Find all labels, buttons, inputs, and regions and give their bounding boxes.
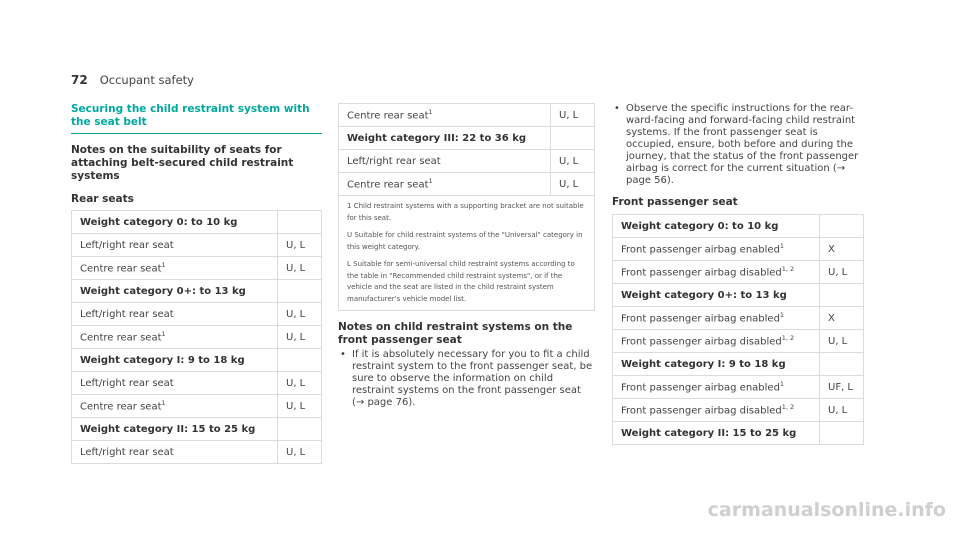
weight-category-row bbox=[72, 349, 322, 372]
suitability-value bbox=[278, 418, 322, 441]
page-header bbox=[71, 73, 194, 87]
footnote-ref: 1 bbox=[161, 399, 166, 408]
weight-category-row bbox=[613, 422, 864, 445]
weight-category-row bbox=[339, 127, 595, 150]
seat-label bbox=[72, 234, 278, 257]
cell-text: Centre rear seat bbox=[80, 332, 162, 344]
page-number: 72 bbox=[71, 73, 88, 87]
weight-category-row bbox=[613, 353, 864, 376]
rear-seats-heading: Rear seats bbox=[71, 193, 134, 205]
footnote-ref: 1 bbox=[779, 242, 785, 251]
cell-text: Weight category 0+: to 13 kg bbox=[621, 289, 787, 301]
watermark-logo: carmanualsonline.info bbox=[707, 499, 946, 521]
table-row bbox=[339, 173, 595, 196]
cell-text: Centre rear seat bbox=[347, 179, 429, 191]
front-passenger-notes-heading: Notes on child restraint systems on the front passenger seat bbox=[338, 321, 573, 346]
cell-text: Weight category I: 9 to 18 kg bbox=[621, 358, 786, 370]
table-row bbox=[613, 376, 864, 399]
table-row bbox=[72, 303, 322, 326]
section-title: Securing the child restraint system with the seat belt bbox=[71, 103, 322, 134]
suitability-value: U, L bbox=[820, 261, 864, 284]
category-label bbox=[72, 349, 278, 372]
subsection-title: Notes on the suitability of seats for attaching belt-secured child restraint systems bbox=[71, 144, 294, 182]
suitability-value: U, L bbox=[278, 303, 322, 326]
suitability-value bbox=[278, 349, 322, 372]
rear-seats-table-continued bbox=[338, 103, 595, 311]
section-name: Occupant safety bbox=[99, 73, 194, 87]
cell-text: Front passenger airbag enabled bbox=[621, 313, 780, 325]
seat-label bbox=[613, 399, 820, 422]
bullet-text: If it is absolutely necessary for you to fit a child restraint system to the front passenger seat, be sure to observe the information on child restraint systems on the front passenger seat (→ page 76). bbox=[352, 349, 593, 408]
table-notes bbox=[339, 196, 595, 311]
suitability-value bbox=[820, 353, 864, 376]
table-row bbox=[72, 234, 322, 257]
seat-label bbox=[613, 261, 820, 284]
suitability-value: UF, L bbox=[820, 376, 864, 399]
table-row bbox=[613, 261, 864, 284]
footnote-ref: 1, 2 bbox=[781, 334, 795, 343]
note: U Suitable for child restraint systems of the "Universal" category in this weight category. bbox=[347, 231, 583, 251]
suitability-value bbox=[551, 127, 595, 150]
column-2 bbox=[338, 103, 595, 409]
suitability-value bbox=[278, 211, 322, 234]
weight-category-row bbox=[72, 211, 322, 234]
cell-text: Weight category II: 15 to 25 kg bbox=[621, 427, 797, 439]
category-label bbox=[613, 284, 820, 307]
suitability-value: U, L bbox=[820, 330, 864, 353]
table-row bbox=[72, 441, 322, 464]
table-row bbox=[339, 104, 595, 127]
cell-text: Centre rear seat bbox=[347, 110, 429, 122]
table-row bbox=[72, 395, 322, 418]
seat-label bbox=[72, 303, 278, 326]
seat-label bbox=[339, 173, 551, 196]
table-row bbox=[613, 399, 864, 422]
seat-label bbox=[72, 257, 278, 280]
seat-label bbox=[613, 238, 820, 261]
cell-text: Front passenger airbag enabled bbox=[621, 244, 780, 256]
seat-label bbox=[72, 441, 278, 464]
cell-text: Weight category II: 15 to 25 kg bbox=[80, 423, 256, 435]
bullet-text: Observe the specific instructions for the rear-ward-facing and forward-facing child restraint systems. If the front passenger seat is occupied, ensure, both before and during the journey, that the status of the front passenger airbag is correct for the current situation (→ page 56). bbox=[626, 103, 859, 186]
cell-text: Left/right rear seat bbox=[80, 446, 174, 458]
suitability-value: U, L bbox=[551, 104, 595, 127]
suitability-value bbox=[820, 215, 864, 238]
table-row bbox=[72, 326, 322, 349]
table-row bbox=[613, 330, 864, 353]
suitability-value: X bbox=[820, 238, 864, 261]
cell-text: Left/right rear seat bbox=[347, 155, 441, 167]
bullet-item bbox=[338, 349, 595, 409]
suitability-value bbox=[820, 284, 864, 307]
cell-text: Left/right rear seat bbox=[80, 377, 174, 389]
cell-text: Front passenger airbag enabled bbox=[621, 382, 780, 394]
bullet-icon: • bbox=[614, 103, 620, 114]
suitability-value: U, L bbox=[551, 150, 595, 173]
suitability-value: U, L bbox=[278, 257, 322, 280]
footnote-ref: 1 bbox=[161, 261, 166, 270]
cell-text: Left/right rear seat bbox=[80, 239, 174, 251]
table-row bbox=[72, 257, 322, 280]
cell-text: Left/right rear seat bbox=[80, 308, 174, 320]
seat-label bbox=[613, 307, 820, 330]
weight-category-row bbox=[72, 280, 322, 303]
suitability-value bbox=[278, 280, 322, 303]
footnote-ref: 1, 2 bbox=[781, 265, 795, 274]
footnote-ref: 1 bbox=[779, 380, 785, 389]
suitability-value: U, L bbox=[278, 395, 322, 418]
footnote-ref: 1, 2 bbox=[781, 403, 795, 412]
suitability-value: U, L bbox=[551, 173, 595, 196]
cell-text: Weight category I: 9 to 18 kg bbox=[80, 354, 245, 366]
cell-text: Weight category 0: to 10 kg bbox=[621, 220, 779, 232]
table-row bbox=[339, 150, 595, 173]
bullet-icon: • bbox=[340, 349, 346, 360]
cell-text: Centre rear seat bbox=[80, 401, 162, 413]
front-passenger-seat-heading: Front passenger seat bbox=[612, 196, 738, 208]
weight-category-row bbox=[613, 215, 864, 238]
cell-text: Weight category 0: to 10 kg bbox=[80, 216, 238, 228]
cell-text: Front passenger airbag disabled bbox=[621, 267, 782, 279]
category-label bbox=[72, 280, 278, 303]
table-row bbox=[613, 307, 864, 330]
column-1 bbox=[71, 103, 322, 464]
suitability-value: U, L bbox=[278, 234, 322, 257]
seat-label bbox=[339, 104, 551, 127]
cell-text: Weight category III: 22 to 36 kg bbox=[347, 132, 526, 144]
category-label bbox=[613, 215, 820, 238]
footnote-ref: 1 bbox=[428, 177, 433, 186]
table-row bbox=[613, 238, 864, 261]
seat-label bbox=[72, 326, 278, 349]
seat-label bbox=[72, 372, 278, 395]
weight-category-row bbox=[72, 418, 322, 441]
category-label bbox=[339, 127, 551, 150]
seat-label bbox=[613, 330, 820, 353]
suitability-value bbox=[820, 422, 864, 445]
cell-text: Front passenger airbag disabled bbox=[621, 336, 782, 348]
footnote-ref: 1 bbox=[779, 311, 785, 320]
footnote-ref: 1 bbox=[428, 108, 433, 117]
note: L Suitable for semi-universal child restraint systems according to the table in "Recommended child restraint systems", or if the vehicle and the seat are listed in the child restraint system manufacturer's vehicle model list. bbox=[347, 260, 575, 303]
seat-label bbox=[613, 376, 820, 399]
suitability-value: U, L bbox=[820, 399, 864, 422]
front-passenger-table bbox=[612, 214, 864, 445]
category-label bbox=[72, 418, 278, 441]
suitability-value: U, L bbox=[278, 372, 322, 395]
bullet-item bbox=[612, 103, 864, 187]
footnote-ref: 1 bbox=[161, 330, 166, 339]
seat-label bbox=[339, 150, 551, 173]
cell-text: Front passenger airbag disabled bbox=[621, 405, 782, 417]
cell-text: Weight category 0+: to 13 kg bbox=[80, 285, 246, 297]
seat-label bbox=[72, 395, 278, 418]
suitability-value: X bbox=[820, 307, 864, 330]
suitability-value: U, L bbox=[278, 441, 322, 464]
table-row bbox=[72, 372, 322, 395]
column-3 bbox=[612, 103, 864, 445]
note: 1 Child restraint systems with a supporting bracket are not suitable for this seat. bbox=[347, 202, 584, 222]
suitability-value: U, L bbox=[278, 326, 322, 349]
cell-text: Centre rear seat bbox=[80, 263, 162, 275]
category-label bbox=[613, 353, 820, 376]
category-label bbox=[613, 422, 820, 445]
weight-category-row bbox=[613, 284, 864, 307]
category-label bbox=[72, 211, 278, 234]
rear-seats-table bbox=[71, 210, 322, 464]
